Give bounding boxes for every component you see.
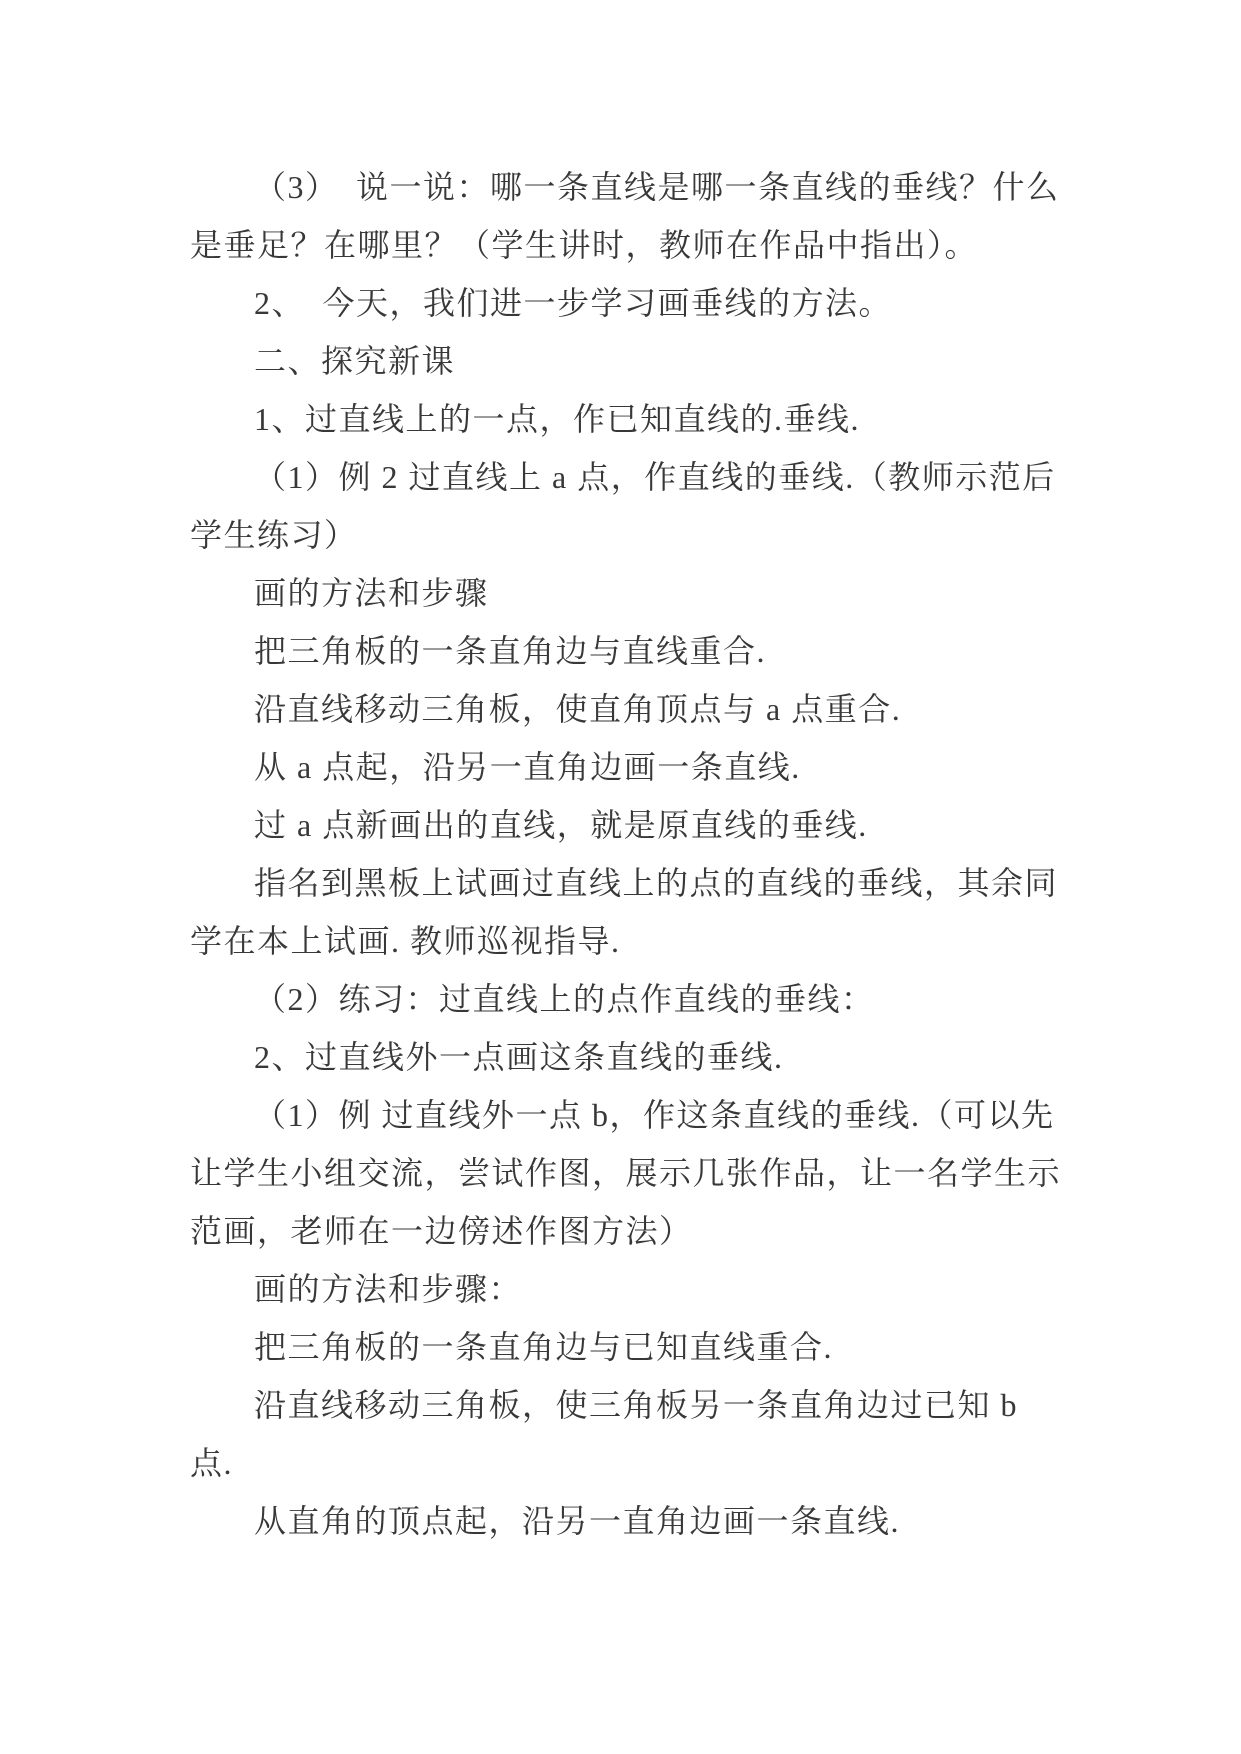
text-line-10: 沿直线移动三角板，使直角顶点与 a 点重合. bbox=[254, 691, 902, 727]
text-line-5: 1、过直线上的一点，作已知直线的.垂线. bbox=[254, 401, 861, 437]
text-line-8: 画的方法和步骤 bbox=[254, 575, 489, 611]
text-line-14: 学在本上试画. 教师巡视指导. bbox=[190, 923, 621, 959]
text-line-4: 二、探究新课 bbox=[254, 343, 456, 379]
text-line-2: 是垂足？在哪里？（学生讲时，教师在作品中指出）。 bbox=[190, 227, 979, 263]
document-body bbox=[190, 158, 1110, 1550]
text-line-22: 沿直线移动三角板，使三角板另一条直角边过已知 b bbox=[254, 1387, 1019, 1423]
text-line-1: （3） 说一说：哪一条直线是哪一条直线的垂线？什么 bbox=[254, 169, 1060, 205]
text-line-11: 从 a 点起，沿另一直角边画一条直线. bbox=[254, 749, 801, 785]
text-line-21: 把三角板的一条直角边与已知直线重合. bbox=[254, 1329, 834, 1365]
text-line-3: 2、 今天，我们进一步学习画垂线的方法。 bbox=[254, 285, 893, 321]
text-line-24: 从直角的顶点起，沿另一直角边画一条直线. bbox=[254, 1503, 901, 1539]
text-line-12: 过 a 点新画出的直线，就是原直线的垂线. bbox=[254, 807, 868, 843]
text-line-17: （1）例 过直线外一点 b，作这条直线的垂线.（可以先 bbox=[254, 1097, 1055, 1133]
text-line-15: （2）练习：过直线上的点作直线的垂线： bbox=[254, 981, 875, 1017]
text-line-6: （1）例 2 过直线上 a 点，作直线的垂线.（教师示范后 bbox=[254, 459, 1056, 495]
text-line-23: 点. bbox=[190, 1445, 234, 1481]
text-line-20: 画的方法和步骤： bbox=[254, 1271, 523, 1307]
text-line-13: 指名到黑板上试画过直线上的点的直线的垂线，其余同 bbox=[254, 865, 1059, 901]
text-line-19: 范画，老师在一边傍述作图方法） bbox=[190, 1213, 693, 1249]
text-line-9: 把三角板的一条直角边与直线重合. bbox=[254, 633, 767, 669]
text-line-18: 让学生小组交流，尝试作图，展示几张作品，让一名学生示 bbox=[190, 1155, 1062, 1191]
text-line-7: 学生练习） bbox=[190, 517, 358, 553]
text-line-16: 2、过直线外一点画这条直线的垂线. bbox=[254, 1039, 784, 1075]
